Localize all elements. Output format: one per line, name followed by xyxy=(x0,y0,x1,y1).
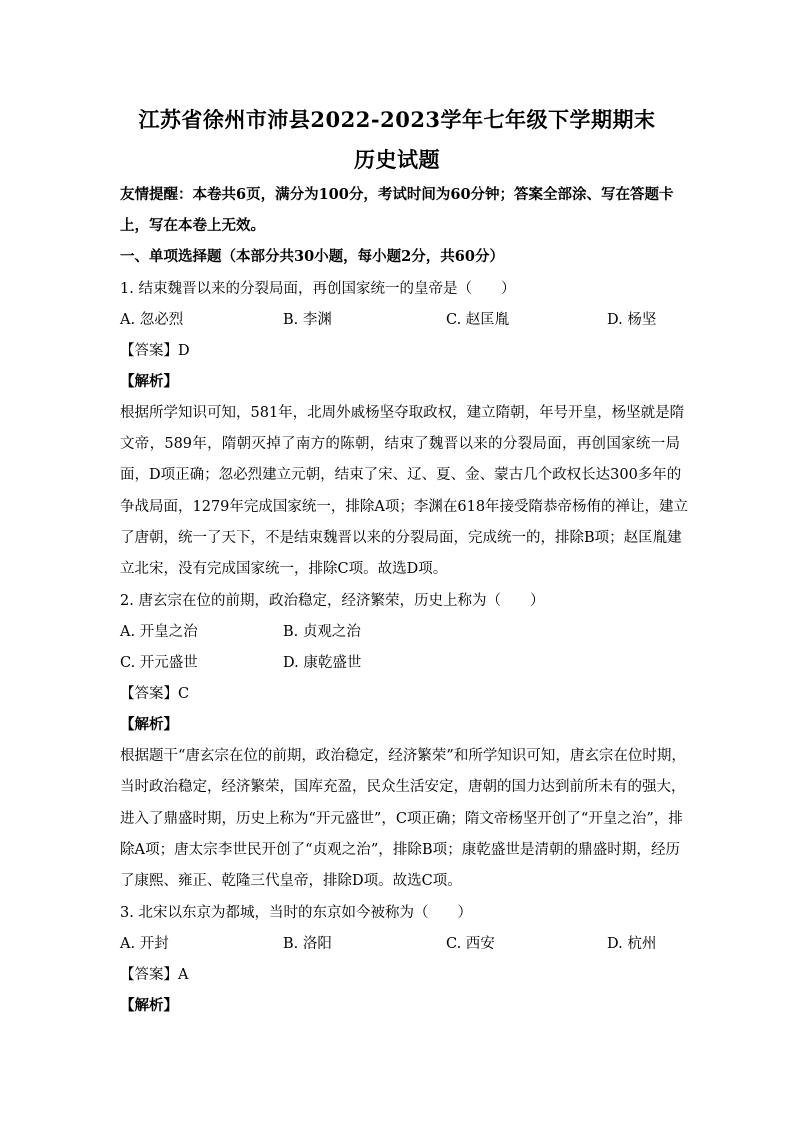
notice-line-2: 上，写在本卷上无效。 xyxy=(120,217,265,234)
q3-answer: 【答案】A xyxy=(120,967,189,983)
q1-option-a: A. 忽必烈 xyxy=(120,312,184,328)
q1-analysis-line: 面，D项正确；忽必烈建立元朝，结束了宋、辽、夏、金、蒙古几个政权长达300多年的 xyxy=(120,467,682,483)
q2-analysis-line: 了康熙、雍正、乾隆三代皇帝，排除D项。故选C项。 xyxy=(120,873,462,889)
q1-analysis-label: 【解析】 xyxy=(120,373,178,390)
q3-option-a: A. 开封 xyxy=(120,936,169,952)
q1-analysis-line: 根据所学知识可知，581年，北周外戚杨坚夺取政权，建立隋朝，年号开皇，杨坚就是隋 xyxy=(120,405,685,421)
question-2-stem: 2. 唐玄宗在位的前期，政治稳定，经济繁荣，历史上称为（ ） xyxy=(120,593,545,609)
q2-option-c: C. 开元盛世 xyxy=(120,655,198,671)
q2-analysis-line: 当时政治稳定，经济繁荣，国库充盈，民众生活安定，唐朝的国力达到前所未有的强大， xyxy=(120,779,686,795)
question-1-stem: 1. 结束魏晋以来的分裂局面，再创国家统一的皇帝是（ ） xyxy=(120,281,516,297)
q1-answer: 【答案】D xyxy=(120,343,190,359)
notice-line-1: 友情提醒：本卷共6页，满分为100分，考试时间为60分钟；答案全部涂、写在答题卡 xyxy=(120,186,674,203)
q2-answer: 【答案】C xyxy=(120,686,190,702)
q2-analysis-line: 进入了鼎盛时期，历史上称为“开元盛世”，C项正确；隋文帝杨坚开创了“开皇之治”，排 xyxy=(120,811,683,827)
q3-analysis-label: 【解析】 xyxy=(120,997,178,1014)
q1-option-b: B. 李渊 xyxy=(283,312,332,328)
q2-option-b: B. 贞观之治 xyxy=(283,624,361,640)
q1-analysis-line: 文帝，589年，隋朝灭掉了南方的陈朝，结束了魏晋以来的分裂局面，再创国家统一局 xyxy=(120,436,680,452)
q1-option-c: C. 赵匡胤 xyxy=(446,312,510,328)
q2-option-a: A. 开皇之治 xyxy=(120,624,198,640)
exam-title: 江苏省徐州市沛县2022-2023学年七年级下学期期末 xyxy=(138,107,656,132)
q2-analysis-line: 根据题干“唐玄宗在位的前期，政治稳定，经济繁荣”和所学知识可知，唐玄宗在位时期， xyxy=(120,748,686,764)
question-3-stem: 3. 北宋以东京为都城，当时的东京如今被称为（ ） xyxy=(120,905,472,921)
section-heading: 一、单项选择题（本部分共30小题，每小题2分，共60分） xyxy=(120,248,504,265)
q3-option-b: B. 洛阳 xyxy=(283,936,332,952)
q1-option-d: D. 杨坚 xyxy=(607,312,657,328)
q1-analysis-line: 了唐朝，统一了天下，不是结束魏晋以来的分裂局面，完成统一的，排除B项；赵匡胤建 xyxy=(120,530,682,546)
q1-analysis-line: 争战局面，1279年完成国家统一，排除A项；李渊在618年接受隋恭帝杨侑的禅让，建立 xyxy=(120,499,689,515)
q1-analysis-line: 立北宋，没有完成国家统一，排除C项。故选D项。 xyxy=(120,561,448,577)
q3-option-c: C. 西安 xyxy=(446,936,495,952)
q2-analysis-label: 【解析】 xyxy=(120,716,178,733)
q3-option-d: D. 杭州 xyxy=(607,936,657,952)
q2-option-d: D. 康乾盛世 xyxy=(283,655,362,671)
q2-analysis-line: 除A项；唐太宗李世民开创了“贞观之治”，排除B项；康乾盛世是清朝的鼎盛时期，经历 xyxy=(120,842,680,858)
exam-subtitle: 历史试题 xyxy=(354,147,440,172)
